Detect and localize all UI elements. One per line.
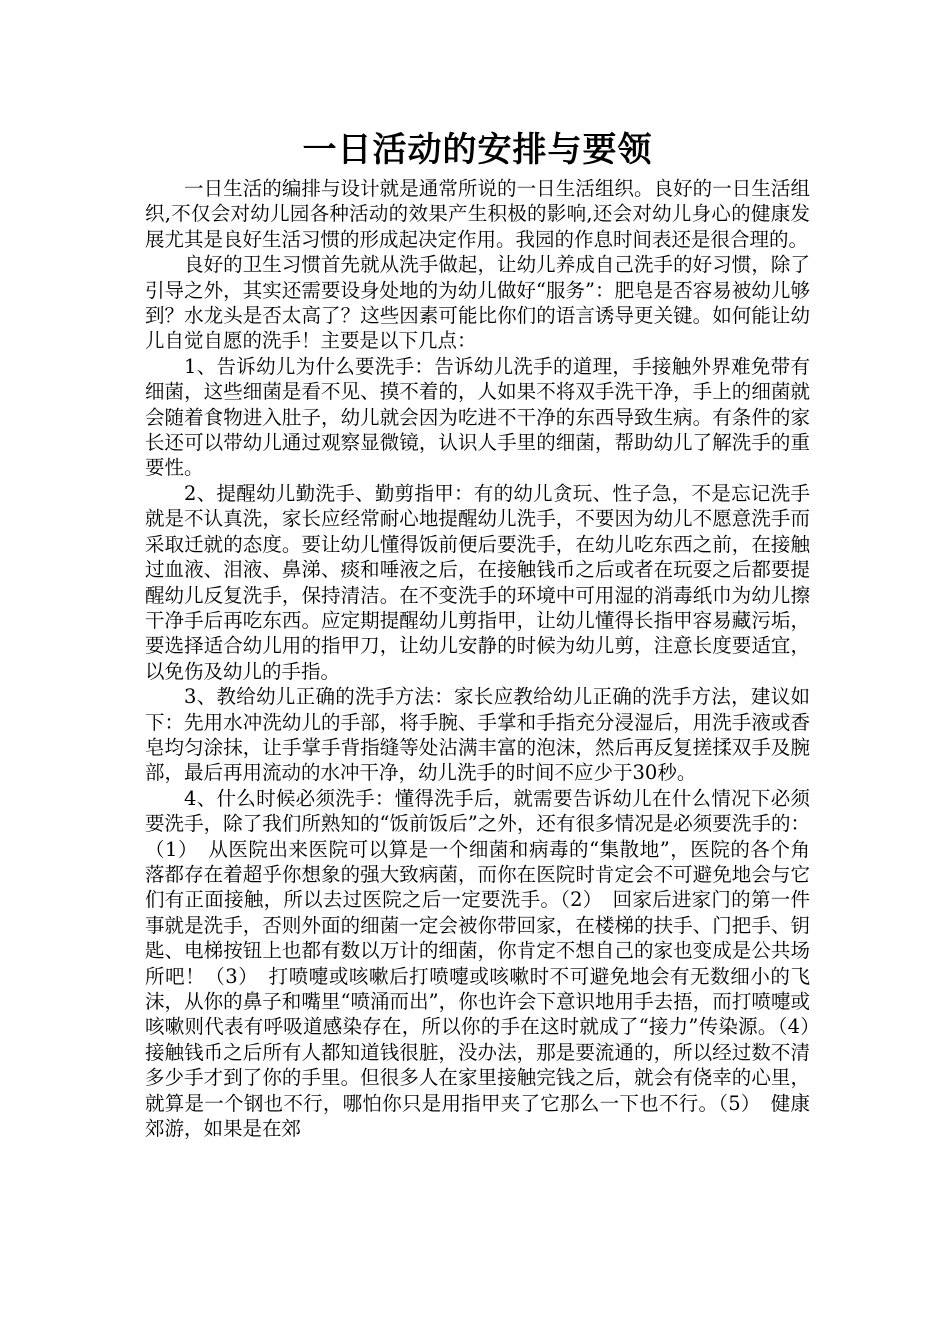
intro-paragraph: 一日生活的编排与设计就是通常所说的一日生活组织。良好的一日生活组织,不仅会对幼儿园各种活动的效果产生积极的影响,还会对幼儿身心的健康发展尤其是良好生活习惯的形成起决定作用。我园的作息时间表还是很合理的。: [145, 177, 810, 251]
document-page: [145, 128, 830, 1141]
document-title: 一日活动的安排与要领: [302, 130, 653, 170]
point-2-paragraph: 2、提醒幼儿勤洗手、勤剪指甲：有的幼儿贪玩、性子急，不是忘记洗手就是不认真洗，家长应经常耐心地提醒幼儿洗手，不要因为幼儿不愿意洗手而采取迁就的态度。要让幼儿懂得饭前便后要洗手，在幼儿吃东西之前，在接触过血液、泪液、鼻涕、痰和唾液之后，在接触钱币之后或者在玩耍之后都要提醒幼儿反复洗手，保持清洁。在不变洗手的环境中可用湿的消毒纸巾为幼儿擦干净手后再吃东西。应定期提醒幼儿剪指甲，让幼儿懂得长指甲容易藏污垢，要选择适合幼儿用的指甲刀，让幼儿安静的时候为幼儿剪，注意长度要适宜，以免伤及幼儿的手指。: [145, 481, 810, 683]
point-4-paragraph: 4、什么时候必须洗手：懂得洗手后，就需要告诉幼儿在什么情况下必须要洗手，除了我们所熟知的“饭前饭后”之外，还有很多情况是必须要洗手的：（1） 从医院出来医院可以算是一个细菌和病毒的“集散地”，医院的各个角落都存在着超乎你想象的强大致病菌，而你在医院时肯定会不可避免地会与它们有正面接触，所以去过医院之后一定要洗手。（2） 回家后进家门的第一件事就是洗手，否则外面的细菌一定会被你带回家，在楼梯的扶手、门把手、钥匙、电梯按钮上也都有数以万计的细菌，你肯定不想自己的家也变成是公共场所吧！（3） 打喷嚏或咳嗽后打喷嚏或咳嗽时不可避免地会有无数细小的飞沫，从你的鼻子和嘴里“喷涌而出”，你也许会下意识地用手去捂，而打喷嚏或咳嗽则代表有呼吸道感染存在，所以你的手在这时就成了“接力”传染源。（4） 接触钱币之后所有人都知道钱很脏，没办法，那是要流通的，所以经过数不清多少手才到了你的手里。但很多人在家里接触完钱之后，就会有侥幸的心里，就算是一个钢也不行，哪怕你只是用指甲夹了它那么一下也不行。（5） 健康郊游，如果是在郊: [145, 786, 830, 1141]
point-3-paragraph: 3、教给幼儿正确的洗手方法：家长应教给幼儿正确的洗手方法，建议如下：先用水冲洗幼儿的手部，将手腕、手掌和手指充分浸湿后，用洗手液或香皂均匀涂抹，让手掌手背指缝等处沾满丰富的泡沫，然后再反复搓揉双手及腕部，最后再用流动的水冲干净，幼儿洗手的时间不应少于30秒。: [145, 685, 810, 785]
handwashing-habit-paragraph: 良好的卫生习惯首先就从洗手做起，让幼儿养成自己洗手的好习惯，除了引导之外，其实还需要设身处地的为幼儿做好“服务”：肥皂是否容易被幼儿够到？水龙头是否太高了？这些因素可能比你们的语言诱导更关键。如何能让幼儿自觉自愿的洗手！主要是以下几点：: [145, 253, 810, 353]
point-1-paragraph: 1、告诉幼儿为什么要洗手：告诉幼儿洗手的道理，手接触外界难免带有细菌，这些细菌是看不见、摸不着的，人如果不将双手洗干净，手上的细菌就会随着食物进入肚子，幼儿就会因为吃进不干净的东西导致生病。有条件的家长还可以带幼儿通过观察显微镜，认识人手里的细菌，帮助幼儿了解洗手的重要性。: [145, 354, 810, 480]
